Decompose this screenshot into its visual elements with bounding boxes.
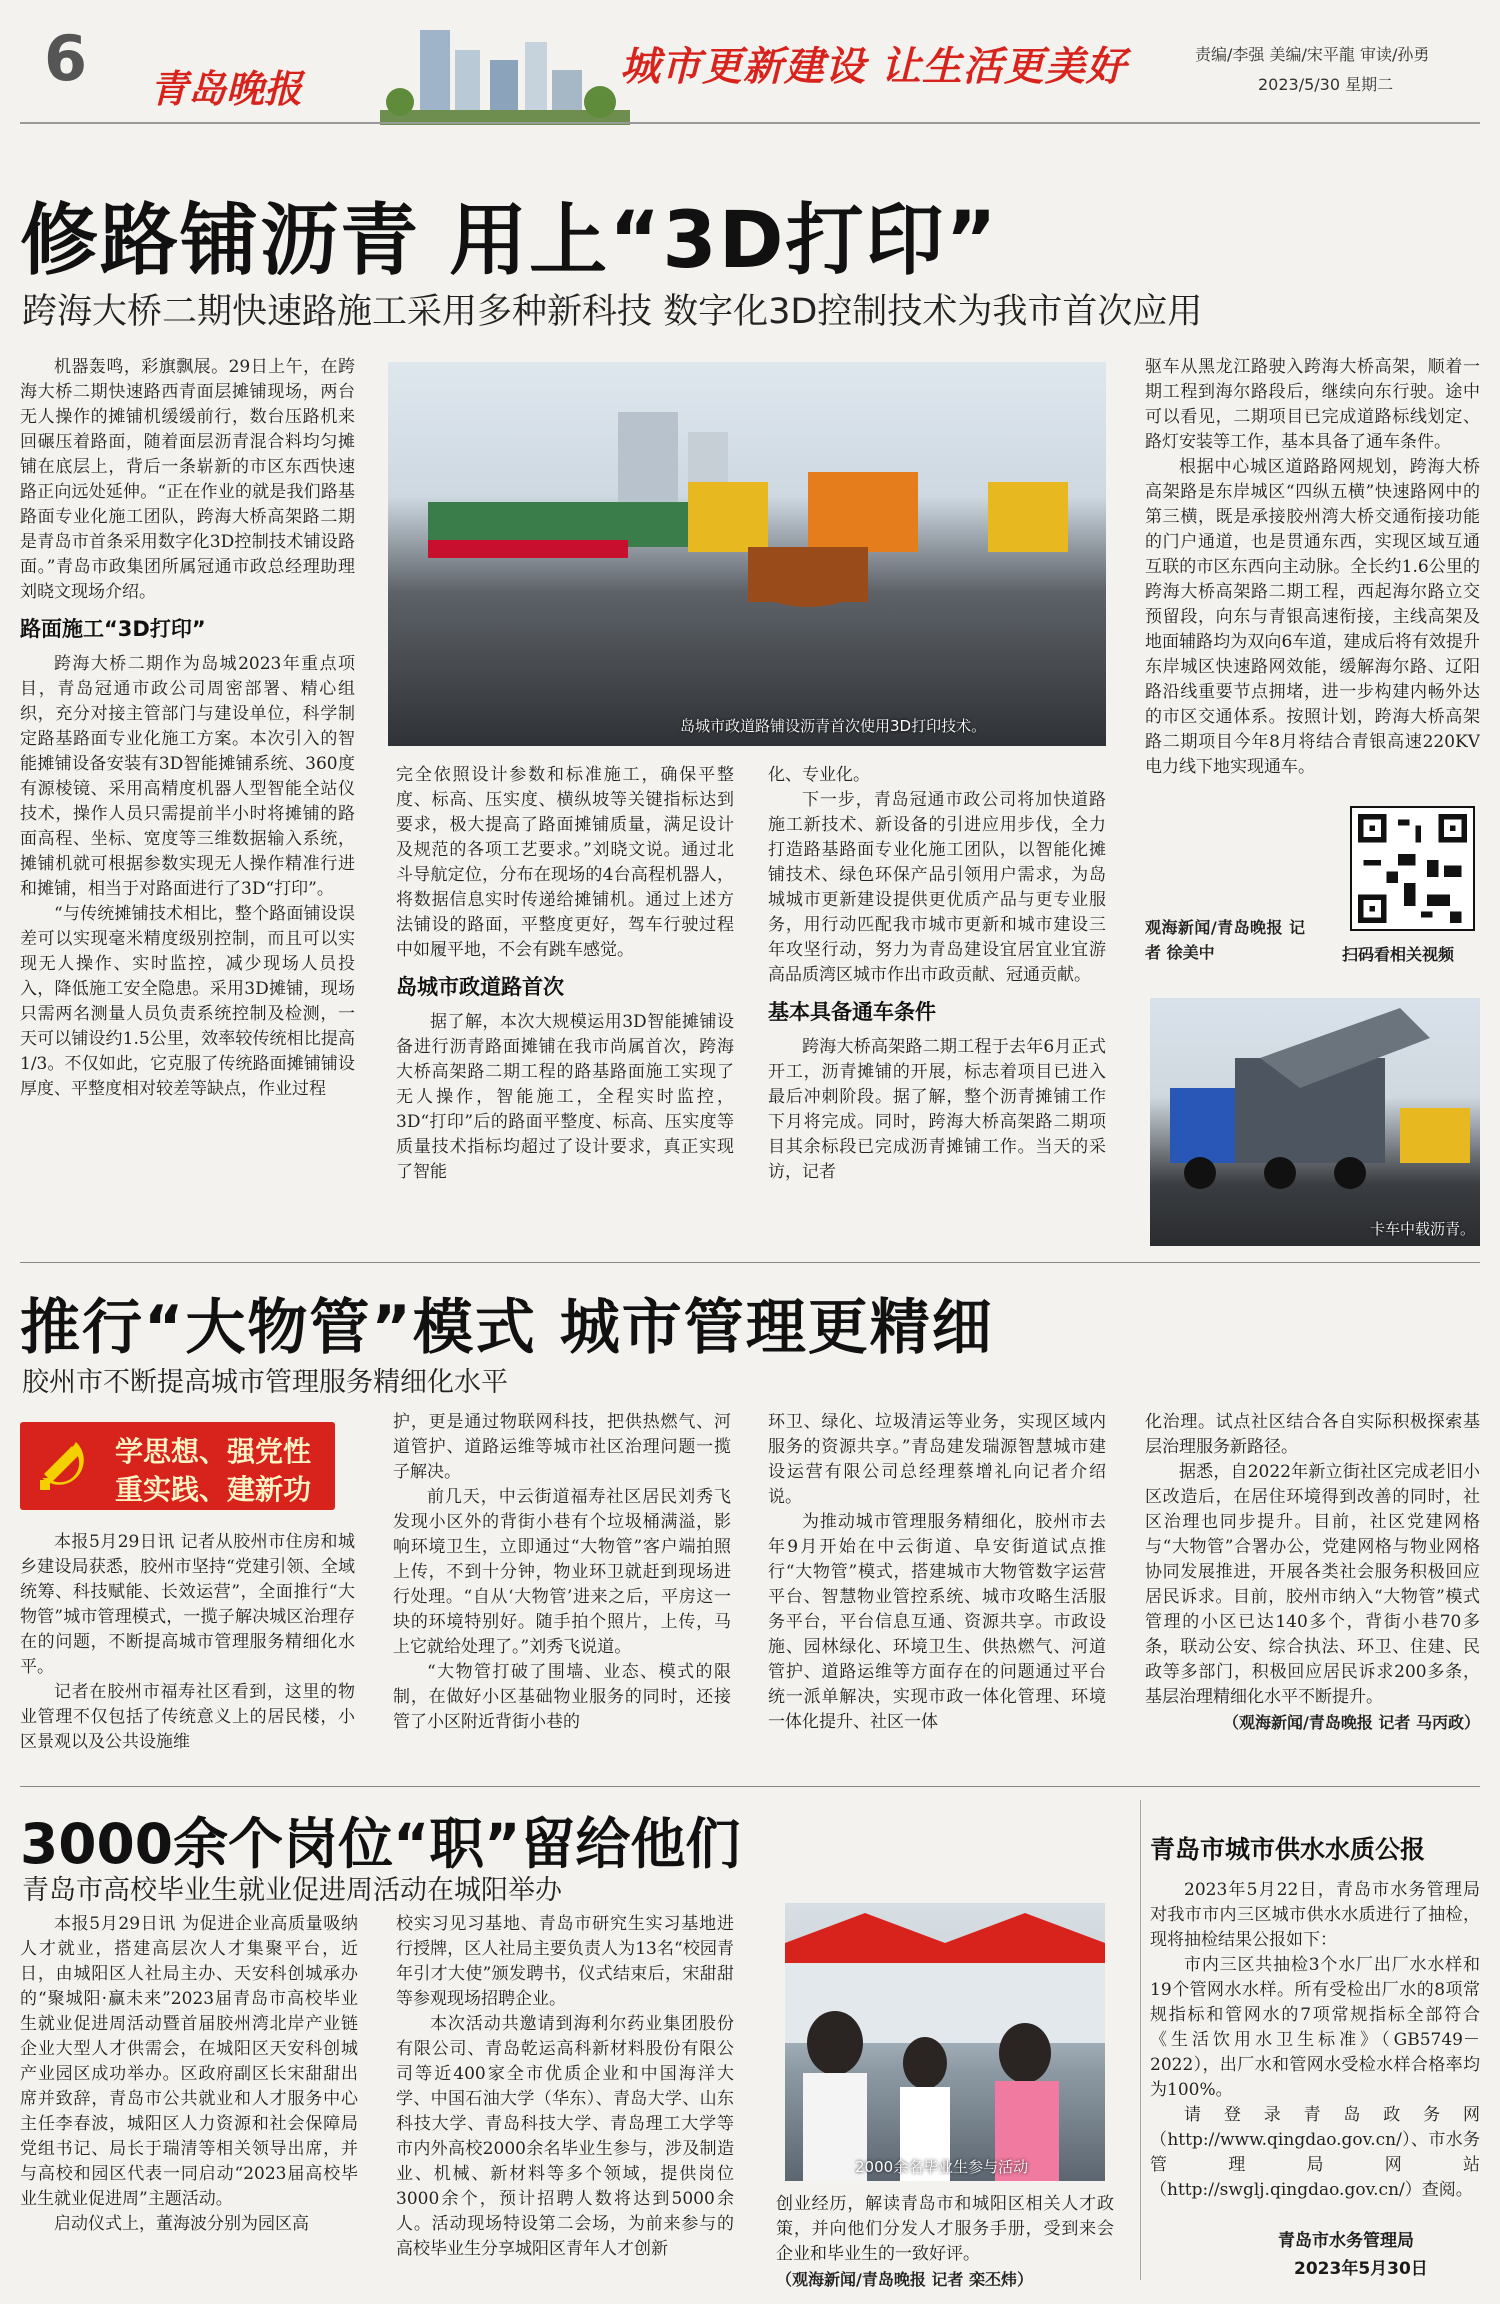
job-fair-photo — [785, 1903, 1105, 2181]
badge-line-1: 学思想、强党性 — [115, 1435, 312, 1468]
skyline-illustration — [380, 20, 630, 125]
masthead-divider — [20, 122, 1480, 124]
notice-issuer: 青岛市水务管理局 — [1278, 2231, 1414, 2251]
truck-photo-caption: 卡车中载沥青。 — [1370, 1220, 1476, 1238]
paving-photo-caption: 岛城市政道路铺设沥青首次使用3D打印技术。 — [680, 717, 987, 735]
article2-headline: 推行“大物管”模式 城市管理更精细 — [20, 1293, 994, 1363]
article1-byline: 观海新闻/青岛晚报 记者 徐美中 — [1145, 918, 1305, 962]
article3-byline: （观海新闻/青岛晚报 记者 栾丕炜） — [776, 2270, 1033, 2289]
page-number: 6 — [44, 22, 88, 95]
article1-col4: 驱车从黑龙江路驶入跨海大桥高架，顺着一期工程到海尔路段后，继续向东行驶。途中可以看见，二期项目已完成道路标线划定、路灯安装等工作，基本具备了通车条件。 根据中心城区道路路网规划，跨海大桥高架路是东岸城区“四纵五横”快速路网中的第三横，既是承接胶州湾大桥交通衔接功能的门户通道，也是贯通东西，实现区域互通互联的市区东西向主动脉。全长约1.6公里的跨海大桥高架路二期工程，西起海尔路立交预留段，向东与青银高速衔接，主线高架及地面辅路均为双向6车道，建成后将有效提升东岸城区快速路网效能，缓解海尔路、辽阳路沿线重要节点拥堵，进一步构建内畅外达的市区交通体系。按照计划，跨海大桥高架路二期项目今年8月将结合青银高速220KV电力线下地实现通车。 — [1145, 357, 1480, 777]
article2-col1: 本报5月29日讯 记者从胶州市住房和城乡建设局获悉，胶州市坚持“党建引领、全域统筹、科技赋能、长效运营”，全面推行“大物管”城市管理模式，一揽子解决城区治理存在的问题，不断提高城市管理服务精细化水平。 记者在胶州市福寿社区看到，这里的物业管理不仅包括了传统意义上的居民楼，小区景观以及公共设施维 — [20, 1532, 355, 1752]
article2-col2: 护，更是通过物联网科技，把供热燃气、河道管护、道路运维等城市社区治理问题一揽子解决。 前几天，中云街道福寿社区居民刘秀飞发现小区外的背街小巷有个垃圾桶满溢，影响环境卫生，立即通过“大物管”客户端拍照上传，不到十分钟，物业环卫就赶到现场进行处理。“自从‘大物管’进来之后，平房这一块的环境特别好。随手拍个照片，上传，马上它就给处理了。”刘秀飞说道。 “大物管打破了围墙、业态、模式的限制，在做好小区基础物业服务的同时，还接管了小区附近背街小巷的 — [393, 1412, 731, 1732]
subhead-first-time: 岛城市政道路首次 — [396, 975, 564, 999]
badge-line-2: 重实践、建新功 — [115, 1473, 312, 1506]
divider-2 — [20, 1786, 1480, 1787]
article1-subheadline: 跨海大桥二期快速路施工采用多种新科技 数字化3D控制技术为我市首次应用 — [22, 292, 1203, 332]
slogan: 城市更新建设 让生活更美好 — [620, 44, 1127, 90]
party-badge — [20, 1422, 335, 1510]
qr-caption: 扫码看相关视频 — [1342, 945, 1455, 964]
article3-headline: 3000余个岗位“职”留给他们 — [20, 1812, 741, 1876]
notice-title: 青岛市城市供水水质公报 — [1150, 1835, 1426, 1864]
paving-photo — [388, 362, 1106, 746]
article2-col3: 环卫、绿化、垃圾清运等业务，实现区域内服务的资源共享。”青岛建发瑞源智慧城市建设运营有限公司总经理蔡增礼向记者介绍说。 为推动城市管理服务精细化，胶州市去年9月开始在中云街道、阜安街道试点推行“大物管”模式，搭建城市大物管数字运营平台、智慧物业管控系统、城市攻略生活服务平台，平台信息互通、资源共享。市政设施、园林绿化、环境卫生、供热燃气、河道管护、道路运维等方面存在的问题通过平台统一派单解决，实现市政一体化管理、环境一体化提升、社区一体 — [768, 1412, 1106, 1732]
editors: 责编/李强 美编/宋平龍 审读/孙勇 — [1195, 45, 1430, 64]
article2-subheadline: 胶州市不断提高城市管理服务精细化水平 — [22, 1367, 508, 1398]
notice-divider — [1140, 1800, 1141, 2280]
notice-date: 2023年5月30日 — [1294, 2259, 1428, 2279]
subhead-ready-for-traffic: 基本具备通车条件 — [768, 1000, 936, 1024]
article1-col2: 完全依照设计参数和标准施工，确保平整度、标高、压实度、横纵坡等关键指标达到要求，极大提高了路面摊铺质量，满足设计及规范的各项工艺要求。”刘晓文说。通过北斗导航定位，分布在现场的4台高程机器人，将数据信息实时传递给摊铺机。通过上述方法铺设的路面，平整度更好，驾车行驶过程中如履平地，不会有跳车感觉。 岛城市政道路首次 据了解，本次大规模运用3D智能摊铺设备进行沥青路面摊铺在我市尚属首次，跨海大桥高架路二期工程的路基路面施工实现了无人操作，智能施工，全程实时监控，3D“打印”后的路面平整度、标高、压实度等质量技术指标均超过了设计要求，真正实现了智能 — [396, 765, 734, 1182]
subhead-3d-printing: 路面施工“3D打印” — [20, 617, 206, 641]
party-emblem-icon — [32, 1434, 96, 1498]
issue-date: 2023/5/30 星期二 — [1258, 75, 1394, 94]
article1-headline: 修路铺沥青 用上“3D打印” — [20, 196, 999, 286]
article3-col2: 校实习见习基地、青岛市研究生实习基地进行授牌，区人社局主要负责人为13名“校园青年引才大使”颁发聘书，仪式结束后，宋甜甜等参观现场招聘企业。 本次活动共邀请到海利尔药业集团股份有限公司、青岛乾运高科新材料股份有限公司等近400家全市优质企业和中国海洋大学、中国石油大学（华东）、青岛大学、山东科技大学、青岛科技大学、青岛理工大学等市内外高校2000余名毕业生参与，涉及制造业、机械、新材料等多个领域，提供岗位3000余个，预计招聘人数将达到5000余人。活动现场特设第二会场，为前来参与的高校毕业生分享城阳区青年人才创新 — [396, 1914, 734, 2259]
article2-col4: 化治理。试点社区结合各自实际积极探索基层治理服务新路径。 据悉，自2022年新立街社区完成老旧小区改造后，在居住环境得到改善的同时，社区治理也同步提升。目前，社区党建网格与“大物管”合署办公，党建网格与物业网格协同发展推进，开展各类社会服务积极回应居民诉求。目前，胶州市纳入“大物管”模式管理的小区已达140多个，背街小巷70多条，联动公安、综合执法、环卫、住建、民政等多部门，积极回应居民诉求200多条，基层治理精细化水平不断提升。 （观海新闻/青岛晚报 记者 马丙政） — [1145, 1410, 1480, 1770]
job-fair-caption: 2000余名毕业生参与活动 — [855, 2158, 1029, 2176]
article1-col1: 机器轰鸣，彩旗飘展。29日上午，在跨海大桥二期快速路西青面层摊铺现场，两台无人操作的摊铺机缓缓前行，数台压路机来回碾压着路面，随着面层沥青混合料均匀摊铺在底层上，背后一条崭新的市区东西快速路正向远处延伸。“正在作业的就是我们路基路面专业化施工团队，跨海大桥高架路二期是青岛市首条采用数字化3D控制技术铺设路面。”青岛市政集团所属冠通市政总经理助理刘晓文现场介绍。 路面施工“3D打印” 跨海大桥二期作为岛城2023年重点项目，青岛冠通市政公司周密部署、精心组织，充分对接主管部门与建设单位，科学制定路基路面专业化施工方案。本次引入的智能摊铺设备安装有3D智能摊铺系统、360度有源棱镜、采用高精度机器人型智能全站仪技术，操作人员只需提前半小时将摊铺的路面高程、坐标、宽度等三维数据输入系统，摊铺机就可根据参数实现无人操作精准行进和摊铺，相当于对路面进行了3D“打印”。 “与传统摊铺技术相比，整个路面铺设误差可以实现毫米精度级别控制，而且可以实现无人操作、实时监控，减少现场人员投入，降低施工安全隐患。采用3D摊铺，现场只需两名测量人员负责系统控制及检测，一天可以铺设约1.5公里，效率较传统相比提高1/3。不仅如此，它克服了传统路面摊铺铺设厚度、平整度相对较差等缺点，作业过程 — [20, 357, 355, 1099]
article3-col1: 本报5月29日讯 为促进企业高质量吸纳人才就业，搭建高层次人才集聚平台，近日，由城阳区人社局主办、天安科创城承办的“聚城阳·赢未来”2023届青岛市高校毕业生就业促进周活动暨首届胶州湾北岸产业链企业大型人才供需会，在城阳区天安科创城产业园区成功举办。区政府副区长宋甜甜出席并致辞，青岛市公共就业和人才服务中心主任李春波，城阳区人力资源和社会保障局党组书记、局长于瑞清等相关领导出席，并与高校和园区代表一同启动“2023届高校毕业生就业促进周”主题活动。 启动仪式上，董海波分别为园区高 — [20, 1914, 358, 2234]
divider-1 — [20, 1262, 1480, 1263]
qr-code[interactable] — [1350, 806, 1475, 931]
article2-byline: （观海新闻/青岛晚报 记者 马丙政） — [1223, 1713, 1480, 1732]
article1-col3: 化、专业化。 下一步，青岛冠通市政公司将加快道路施工新技术、新设备的引进应用步伐，全力打造路基路面专业化施工团队，以智能化摊铺技术、绿色环保产品引领用户需求，为岛城城市更新建设提供更优质产品与更专业服务，用行动匹配我市城市更新和城市建设三年攻坚行动，努力为青岛建设宜居宜业宜游高品质湾区城市作出市政贡献、冠通贡献。 基本具备通车条件 跨海大桥高架路二期工程于去年6月正式开工，沥青摊铺的开展，标志着项目已进入最后冲刺阶段。据了解，整个沥青摊铺工作下月将完成。同时，跨海大桥高架路二期项目其余标段已完成沥青摊铺工作。当天的采访，记者 — [768, 765, 1106, 1182]
article3-col3: 创业经历，解读青岛市和城阳区相关人才政策，并向他们分发人才服务手册，受到来会企业和毕业生的一致好评。 （观海新闻/青岛晚报 记者 栾丕炜） — [776, 2192, 1114, 2292]
notice-body: 2023年5月22日，青岛市水务管理局对我市市内三区城市供水水质进行了抽检，现将抽检结果公报如下： 市内三区共抽检3个水厂出厂水水样和19个管网水水样。所有受检出厂水的8项常规指标和管网水的7项常规指标全部符合《生活饮用水卫生标准》（GB5749－2022），出厂水和管网水受检水样合格率均为100%。 请登录青岛政务网（http://www.qingdao.gov.cn/）、市水务管理局网站（http://swglj.qingdao.gov.cn/）查阅。 — [1150, 1880, 1480, 2200]
article3-subheadline: 青岛市高校毕业生就业促进周活动在城阳举办 — [22, 1875, 562, 1906]
truck-photo — [1150, 998, 1480, 1246]
paper-name: 青岛晚报 — [150, 66, 303, 111]
